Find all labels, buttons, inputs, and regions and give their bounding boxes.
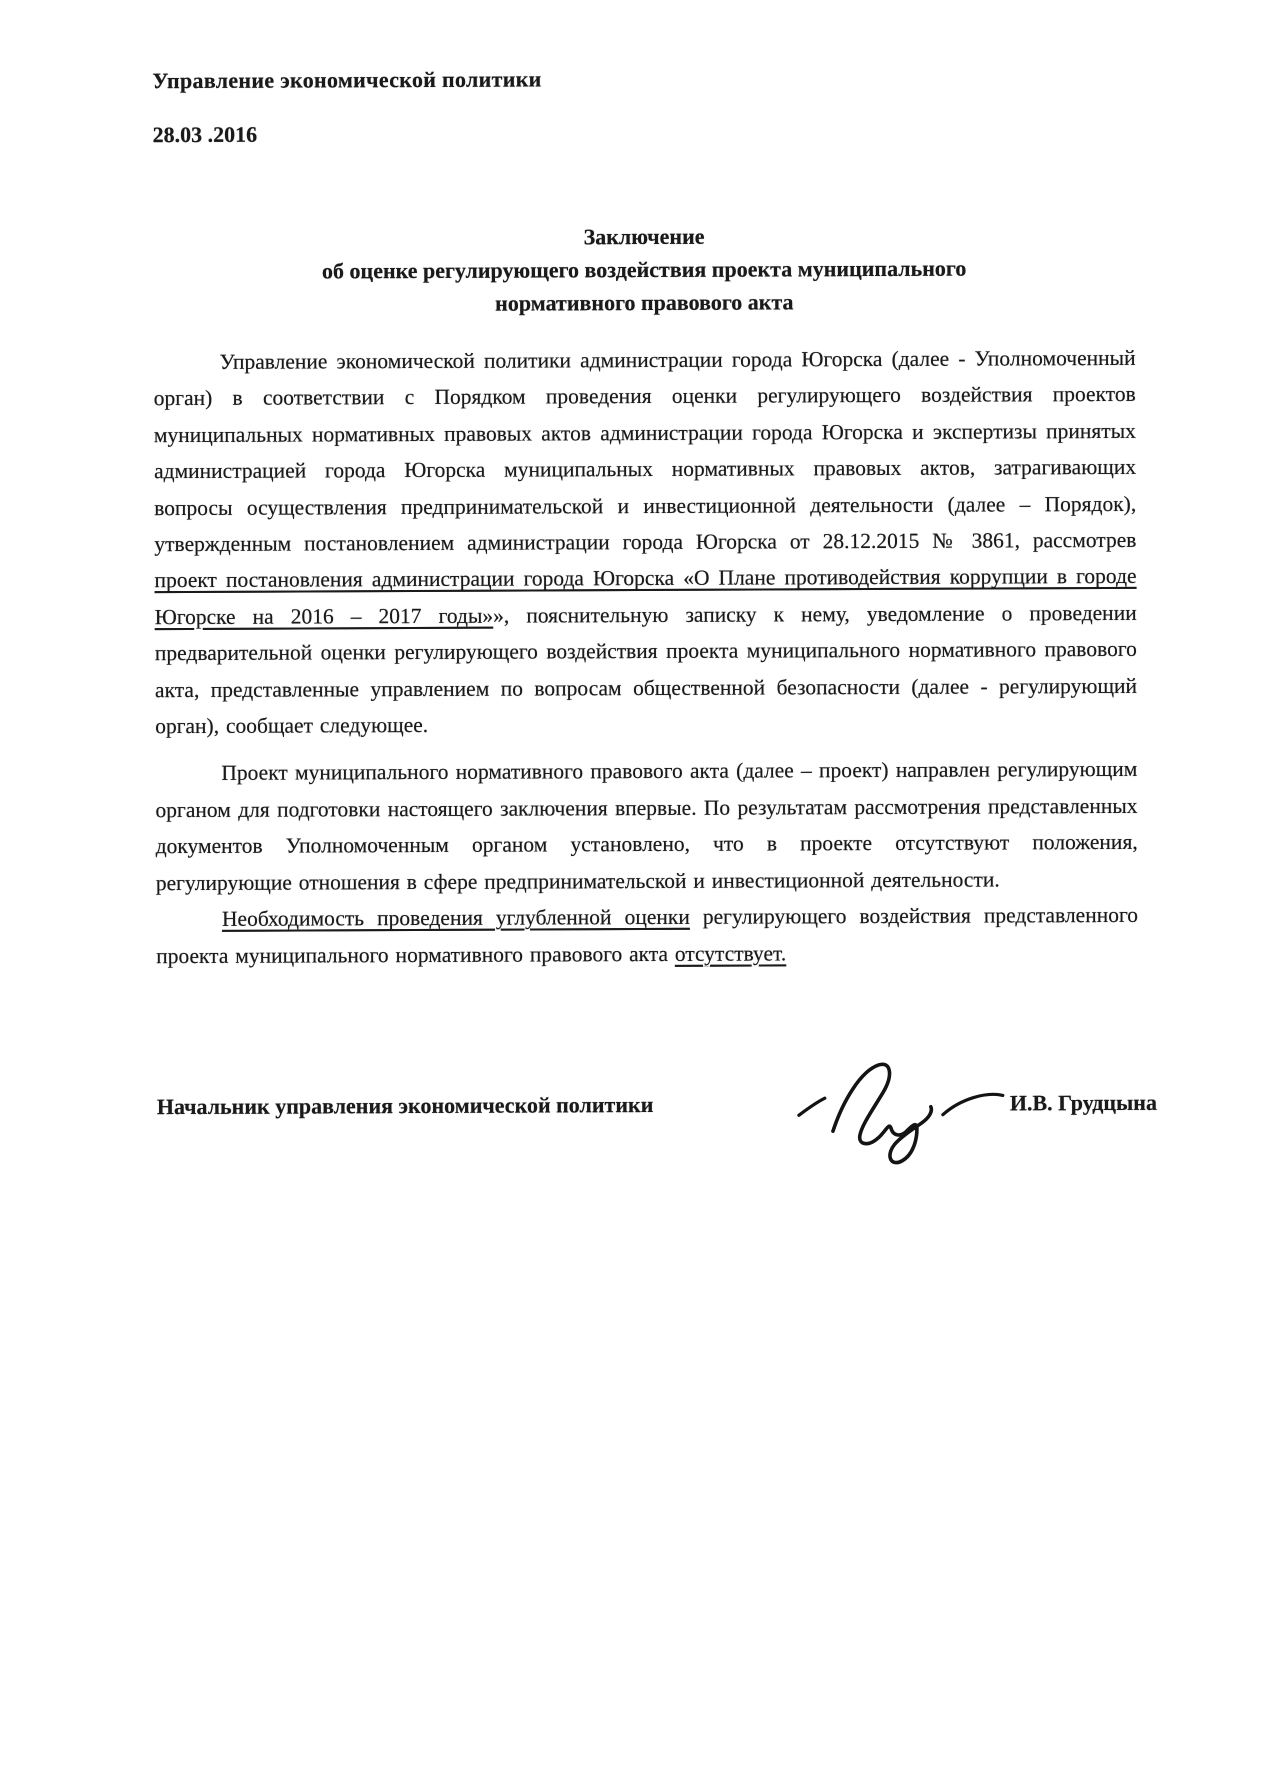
department-name: Управление экономической политики (152, 66, 542, 94)
text-segment: », пояснительную записку к нему, уведомление о проведении предварительной оценки регулирующего воздействия проекта муниципального нормативного правового акта, представленные управлением по вопросам общественной безопасности (далее - регулирующий орган), сообщает следующее. (154, 600, 1138, 739)
document-date: 28.03 .2016 (152, 121, 258, 148)
text-segment: Управление экономической политики администрации города Югорска (далее - Уполномоченный орган) в соответствии с Порядком проведения оценки регулирующего воздействия проектов муниципальных нормативных правовых актов администрации города Югорска и экспертизы принятых администрацией города Югорска муниципальных нормативных правовых актов, затрагивающих вопросы осуществления предпринимательской и инвестиционной деятельности (далее – Порядок), утвержденным постановлением администрации города Югорска от 28.12.2015 № 3861, рассмотрев (153, 345, 1137, 557)
document-body (153, 340, 1138, 974)
paragraph (155, 751, 1138, 901)
title-line-1: Заключение (583, 223, 705, 250)
paragraph (156, 897, 1138, 974)
title-line-2: об оценке регулирующего воздействия проекта муниципального (321, 255, 967, 284)
underlined-text: отсутствует. (674, 940, 787, 966)
underlined-text: проект постановления администрации города Югорска «О Плане противодействия коррупции в городе Югорске на 2016 – 2017 годы» (154, 564, 1137, 629)
document-title (153, 218, 1135, 321)
title-line-3: нормативного правового акта (495, 289, 794, 316)
signatory-position: Начальник управления экономической политики (156, 1091, 654, 1120)
underlined-text: Необходимость проведения углубленной оценки (221, 904, 690, 931)
signatory-name: И.В. Грудцына (1009, 1089, 1157, 1116)
paragraph (153, 340, 1137, 745)
text-segment: Проект муниципального нормативного правового акта (далее – проект) направлен регулирующим органом для подготовки настоящего заключения впервые. По результатам рассмотрения представленных документов Уполномоченным органом установлено, что в проекте отсутствуют положения, регулирующие отношения в сфере предпринимательской и инвестиционной деятельности. (155, 757, 1138, 895)
text-segment: регулирующего воздействия представленного проекта муниципального нормативного правового акта (156, 902, 1139, 968)
document-content (152, 0, 1157, 1120)
